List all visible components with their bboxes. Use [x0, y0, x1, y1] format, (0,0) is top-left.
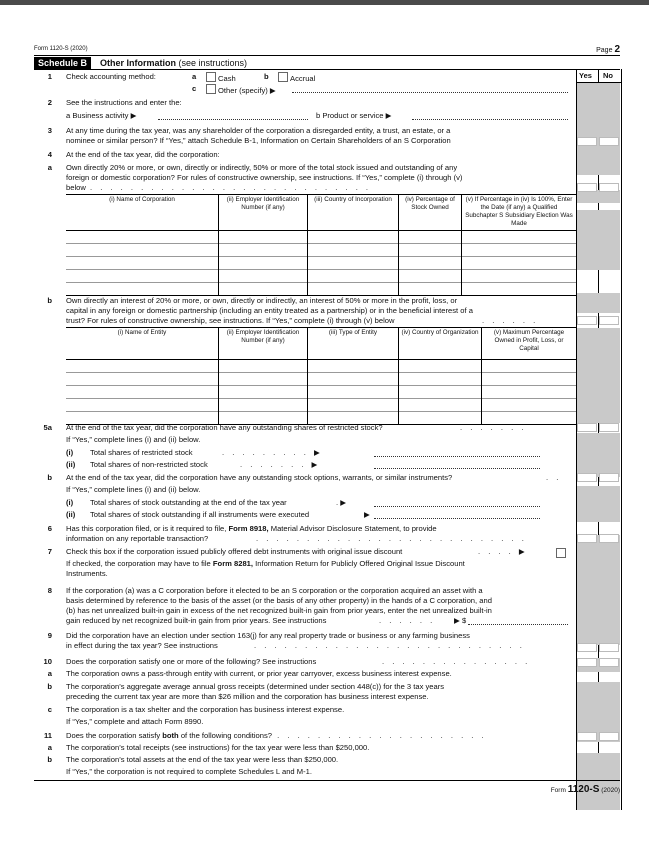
product-service-field[interactable] [412, 111, 568, 120]
q9-yes-no[interactable] [577, 643, 619, 652]
cash-checkbox[interactable] [206, 72, 216, 82]
yes-header: Yes [579, 71, 592, 80]
q5b-yes-no[interactable] [577, 473, 619, 482]
table-row[interactable] [66, 399, 576, 412]
schedule-tag: Schedule B [34, 57, 91, 69]
outstanding-stock-field[interactable] [374, 498, 540, 507]
table-row[interactable] [66, 231, 576, 244]
no-header: No [603, 71, 613, 80]
corporation-table: (i) Name of Corporation (ii) Employer Identification Number (if any) (iii) Country of Incorporation (iv) Percentage of Stock Owned (v) If Percentage in (iv) Is 100%, Enter the Date (if any) a Qualified Subchapter S Subsidiary Election Was Made [66, 194, 576, 296]
accrual-option[interactable]: Accrual [278, 72, 315, 83]
oid-checkbox[interactable] [556, 548, 566, 558]
form-id: Form 1120-S (2020) [34, 46, 88, 52]
table-row[interactable] [66, 283, 576, 296]
q4a-yes-no[interactable] [577, 183, 619, 192]
form-header [34, 44, 620, 56]
page-number: Page 2 [596, 44, 620, 55]
built-in-gain-field[interactable] [468, 616, 568, 625]
other-method-field[interactable] [292, 84, 568, 93]
restricted-stock-field[interactable] [374, 448, 540, 457]
footer-form-id: Form 1120-S (2020) [550, 784, 620, 795]
cash-option[interactable]: Cash [206, 72, 236, 83]
window-top-bar [0, 0, 649, 5]
other-method-checkbox[interactable] [206, 84, 216, 94]
non-restricted-stock-field[interactable] [374, 460, 540, 469]
schedule-header [34, 57, 620, 70]
schedule-title: Other Information (see instructions) [100, 58, 248, 68]
table-row[interactable] [66, 360, 576, 373]
other-method-option[interactable]: Other (specify) ▶ [206, 84, 276, 95]
table-row[interactable] [66, 386, 576, 399]
q6-yes-no[interactable] [577, 534, 619, 543]
q4b-yes-no[interactable] [577, 316, 619, 325]
table-row[interactable] [66, 270, 576, 283]
business-activity-field[interactable] [158, 111, 308, 120]
q11-yes-no[interactable] [577, 732, 619, 741]
table-row[interactable] [66, 244, 576, 257]
table-row[interactable] [66, 257, 576, 270]
form-page: Form 1120-S (2020) Page 2 Schedule B Other Information (see instructions) Yes No 1 Check accounting method: a Cash b Accrual c Other (specify) ▶ 2 See the instructions and enter the: a Business activity ▶ b Product or service ▶ 3 At any time during the tax year, was any shareholder of the corporation a disregarded entity, a trust, an estate, or a nominee or similar person? If “Yes,” attach Schedule B-1, Information on Certain Shareholders of an S Corporation 4 At the end of the tax year, did the corporation: a Own directly 20% or more, or own, directly or indirectly, 50% or more of the total stock issued and outstanding of any foreign or domestic corporation? For rules of constructive ownership, see instructions. If “Yes,” complete (i) through (v) below . . . . . . . . . . . . . . . . . . . . . . . . . . . . (i) Name of Corporation (ii) Employer Identification Number (if any) (iii) Country of Incorporation (iv) Percentage of Stock Owned (v) If Percentage in (iv) Is 100%, Enter the Date (if any) a Qualified Subchapter S Subsidiary Election Was Made b Own directly an interest of 20% or more, or own, directly or indirectly, an interest of 50% or more in the profit, loss, or capital in any foreign or domestic partnership (including an entity treated as a partnership) or in the beneficial interest of a trust? For rules of constructive ownership, see instructions. If “Yes,” complete (i) through (v) below . . . . . . (i) Name of Entity (ii) Employer Identification Number (if any) (iii) Type of Entity (iv) Country of Organization (v) Maximum Percentage Owned in Profit, Loss, or Capital 5a At the end of the tax year, did the corporation have any outstanding shares of restricted stock? . . . . . . . If “Yes,” complete lines (i) and (ii) below. (i) Total shares of restricted stock . . . . . . . . . ▶ (ii) Total shares of non-restricted stock . . . . . . . ▶ b At the end of the tax year, did the corporation have any outstanding stock options, warrants, or similar instruments? . . If “Yes,” complete lines (i) and (ii) below. (i) Total shares of stock outstanding at the end of the tax year . ▶ (ii) Total shares of stock outstanding if all instruments were executed ▶ 6 Has this corporation filed, or is it required to file, Form 8918, Material Advisor Disclosure Statement, to provide information on any reportable transaction? . . . . . . . . . . . . . . . . . . . . . . . . . . . 7 Check this box if the corporation issued publicly offered debt instruments with original issue discount . . . . ▶ If checked, the corporation may have to file Form 8281, Information Return for Publicly Offered Original Issue Discount Instruments. 8 If the corporation (a) was a C corporation before it elected to be an S corporation or the corporation acquired an asset with a basis determined by reference to the basis of the asset (or the basis of any other property) in the hands of a C corporation, and (b) has net unrealized built-in gain in excess of the net recognized built-in gain from prior years, enter the net unrealized built-in gain reduced by net recognized built-in gain from prior years. See instructions . . . . . . ▶ $ 9 Did the corporation have an election under section 163(j) for any real property trade or business or any farming business in effect during the tax year? See instructions . . . . . . . . . . . . . . . . . . . . . . . . . . . 10 Does the corporation satisfy one or more of the following? See instructions . . . . . . . . . . . . . . . a The corporation owns a pass-through entity with current, or prior year carryover, excess business interest expense. b The corporation’s aggregate average annual gross receipts (determined under section 448(c)) for the 3 tax years preceding the current tax year are more than $26 million and the corporation has business interest expense. c The corporation is a tax shelter and the corporation has business interest expense. If “Yes,” complete and attach Form 8990. 11 Does the corporation satisfy both of the following conditions? . . . . . . . . . . . . . . . . . . . . . a The corporation’s total receipts (see instructions) for the tax year were less than $250,000. b The corporation’s total assets at the end of the tax year were less than $250,000. If “Yes,” the corporation is not required to complete Schedules L and M-1. Form 1120-S (2020) [34, 40, 620, 810]
q10-yes-no[interactable] [577, 658, 619, 667]
table-row[interactable] [66, 373, 576, 386]
accrual-checkbox[interactable] [278, 72, 288, 82]
executed-instruments-field[interactable] [374, 510, 540, 519]
q3-yes-no[interactable] [577, 137, 619, 146]
entity-table: (i) Name of Entity (ii) Employer Identification Number (if any) (iii) Type of Entity (iv) Country of Organization (v) Maximum Percentage Owned in Profit, Loss, or Capital [66, 327, 576, 425]
q5a-yes-no[interactable] [577, 423, 619, 432]
